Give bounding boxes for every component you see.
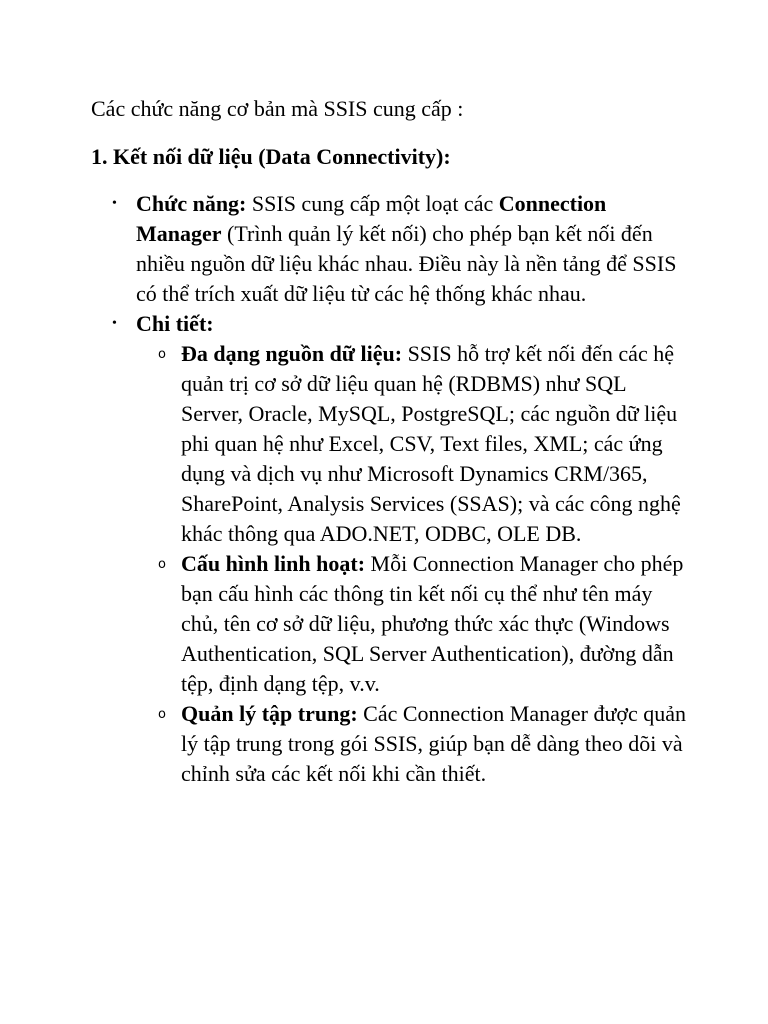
- intro-text: Các chức năng cơ bản mà SSIS cung cấp :: [91, 96, 464, 121]
- document-page: [91, 94, 691, 789]
- item-label: Chi tiết:: [136, 311, 214, 336]
- sub-item-text: Mỗi Connection Manager cho phép bạn cấu hình các thông tin kết nối cụ thể như tên máy chủ, tên cơ sở dữ liệu, phương thức xác thực (Windows Authentication, SQL Server Authentication), đường dẫn tệp, định dạng tệp, v.v.: [181, 551, 684, 696]
- sub-item-data-sources: [158, 339, 691, 549]
- item-text: SSIS cung cấp một loạt các: [246, 191, 499, 216]
- item-text: (Trình quản lý kết nối) cho phép bạn kết nối đến nhiều nguồn dữ liệu khác nhau. Điều này là nền tảng để SSIS có thể trích xuất dữ liệu từ các hệ thống khác nhau.: [136, 221, 677, 306]
- list-item-details: [112, 309, 691, 789]
- sub-item-text: SSIS hỗ trợ kết nối đến các hệ quản trị cơ sở dữ liệu quan hệ (RDBMS) như SQL Server, Oracle, MySQL, PostgreSQL; các nguồn dữ liệu phi quan hệ như Excel, CSV, Text files, XML; các ứng dụng và dịch vụ như Microsoft Dynamics CRM/365, SharePoint, Analysis Services (SSAS); và các công nghệ khác thông qua ADO.NET, ODBC, OLE DB.: [181, 341, 681, 546]
- circle-bullet-icon: o: [158, 347, 166, 362]
- item-label: Chức năng:: [136, 191, 247, 216]
- sub-item-text: Các Connection Manager được quản lý tập trung trong gói SSIS, giúp bạn dễ dàng theo dõi và chỉnh sửa các kết nối khi cần thiết.: [181, 701, 687, 786]
- list-item-function: [112, 189, 691, 309]
- bold-term: Connection Manager: [136, 191, 607, 246]
- circle-bullet-icon: o: [158, 557, 166, 572]
- circle-bullet-icon: o: [158, 707, 166, 722]
- sub-item-flexible-config: [158, 549, 691, 699]
- sub-item-label: Quản lý tập trung:: [181, 701, 358, 726]
- section-heading: 1. Kết nối dữ liệu (Data Connectivity):: [91, 144, 451, 169]
- bullet-icon: •: [112, 316, 117, 331]
- main-list: [91, 189, 691, 789]
- sub-item-central-management: [158, 699, 691, 789]
- sub-item-label: Cấu hình linh hoạt:: [181, 551, 366, 576]
- sub-list: [136, 339, 691, 789]
- sub-item-label: Đa dạng nguồn dữ liệu:: [181, 341, 403, 366]
- bullet-icon: •: [112, 196, 117, 211]
